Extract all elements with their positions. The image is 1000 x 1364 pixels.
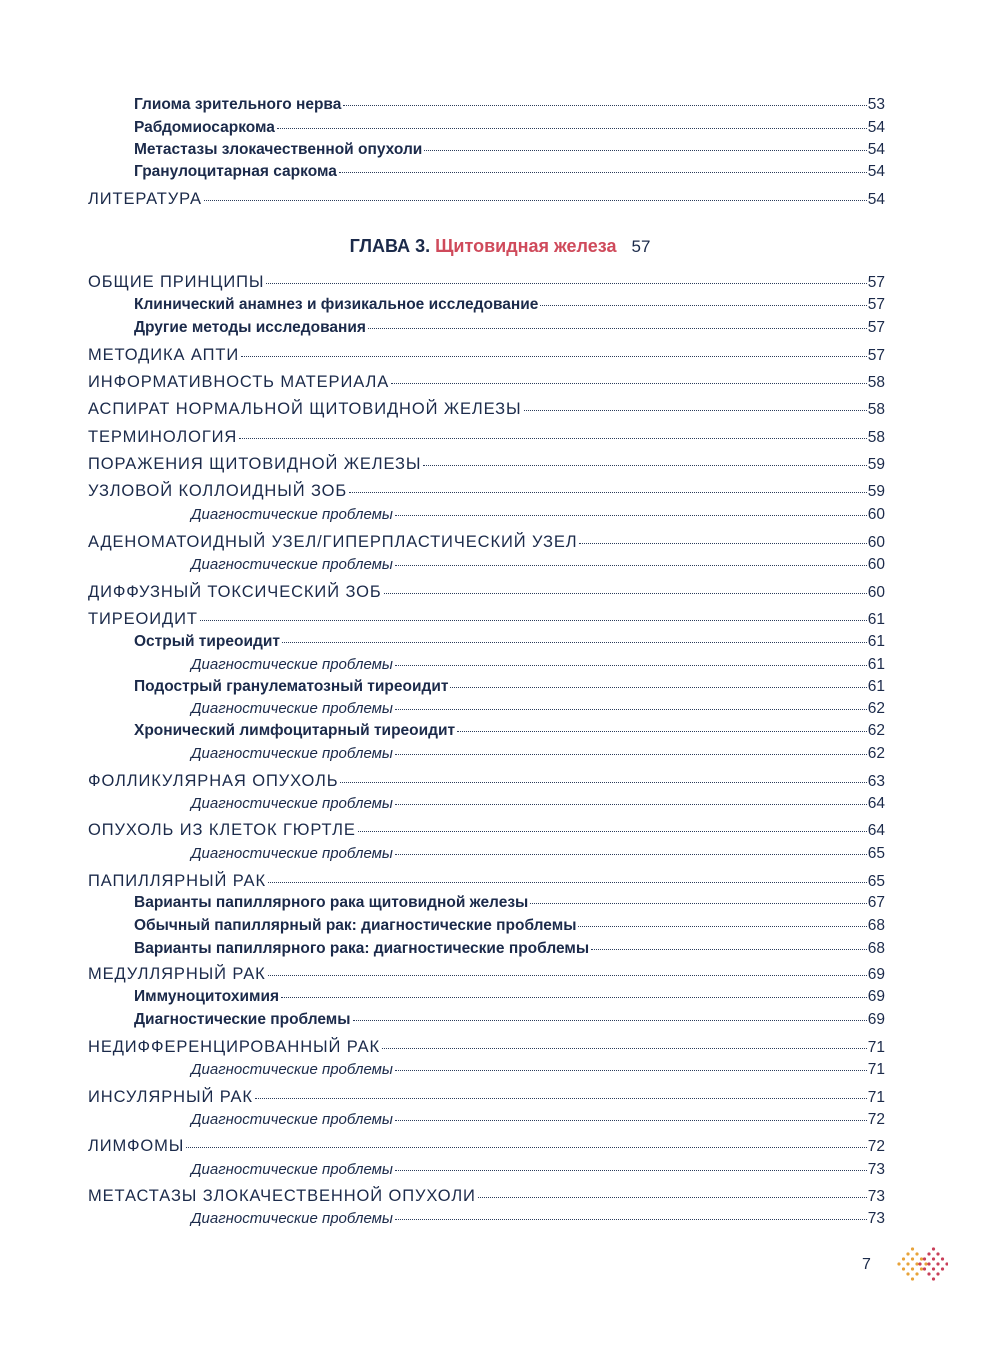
- toc-entry-page: 64: [867, 822, 885, 839]
- toc-entry-title: ЛИТЕРАТУРА: [88, 190, 202, 208]
- chapter-heading: [0, 236, 1000, 257]
- toc-entry[interactable]: [88, 745, 885, 763]
- toc-entry-page: 62: [867, 700, 885, 717]
- toc-entry[interactable]: [88, 533, 885, 552]
- toc-entry-page: 61: [867, 611, 885, 628]
- toc-entry[interactable]: [88, 506, 885, 524]
- dot-leader: [423, 465, 866, 466]
- toc-entry-title: Варианты папиллярного рака щитовидной железы: [134, 894, 529, 911]
- toc-entry[interactable]: [88, 894, 885, 912]
- dot-leader: [340, 782, 866, 783]
- dot-leader: [591, 949, 867, 950]
- toc-entry-page: 62: [867, 745, 885, 762]
- toc-entry[interactable]: [88, 633, 885, 651]
- page-number: 7: [862, 1256, 871, 1273]
- toc-entry[interactable]: [88, 795, 885, 813]
- dot-leader: [578, 926, 866, 927]
- toc-entry[interactable]: [88, 1088, 885, 1107]
- toc-entry[interactable]: [88, 1011, 885, 1029]
- dot-leader: [266, 283, 866, 284]
- toc-entry-page: 58: [867, 374, 885, 391]
- toc-entry[interactable]: [88, 96, 885, 114]
- chapter-title: Щитовидная железа: [435, 236, 617, 256]
- toc-entry-title: ТИРЕОИДИТ: [88, 610, 198, 628]
- toc-entry[interactable]: [88, 273, 885, 292]
- dot-leader: [579, 543, 866, 544]
- toc-entry-title: Гранулоцитарная саркома: [134, 163, 337, 180]
- toc-entry-page: 71: [867, 1089, 885, 1106]
- toc-entry[interactable]: [88, 988, 885, 1006]
- toc-entry-title: Диагностические проблемы: [191, 1111, 393, 1128]
- toc-entry-page: 59: [867, 456, 885, 473]
- toc-entry-page: 65: [867, 845, 885, 862]
- toc-entry-title: МЕТАСТАЗЫ ЗЛОКАЧЕСТВЕННОЙ ОПУХОЛИ: [88, 1187, 476, 1205]
- toc-entry-page: 61: [867, 656, 885, 673]
- toc-entry[interactable]: [88, 940, 885, 958]
- toc-entry-title: Метастазы злокачественной опухоли: [134, 141, 423, 158]
- toc-entry-page: 57: [867, 319, 885, 336]
- toc-entry-title: АДЕНОМАТОИДНЫЙ УЗЕЛ/ГИПЕРПЛАСТИЧЕСКИЙ УЗЕЛ: [88, 533, 578, 551]
- toc-entry-page: 60: [867, 506, 885, 523]
- dot-leader: [255, 1098, 867, 1099]
- toc-entry-page: 54: [867, 191, 885, 208]
- toc-entry-title: ОПУХОЛЬ ИЗ КЛЕТОК ГЮРТЛЕ: [88, 821, 356, 839]
- toc-entry-page: 69: [867, 966, 885, 983]
- toc-entry-title: Глиома зрительного нерва: [134, 96, 342, 113]
- toc-entry-page: 73: [867, 1210, 885, 1227]
- toc-entry-title: Подострый гранулематозный тиреоидит: [134, 678, 449, 695]
- toc-entry-page: 68: [867, 940, 885, 957]
- dot-leader: [241, 356, 867, 357]
- dot-leader: [395, 754, 867, 755]
- toc-entry-page: 54: [867, 141, 885, 158]
- toc-entry-page: 57: [867, 347, 885, 364]
- toc-entry-page: 63: [867, 773, 885, 790]
- dot-leader: [450, 687, 866, 688]
- dot-leader: [395, 665, 867, 666]
- toc-entry-page: 72: [867, 1138, 885, 1155]
- dot-leader: [204, 200, 867, 201]
- toc-entry-title: УЗЛОВОЙ КОЛЛОИДНЫЙ ЗОБ: [88, 482, 348, 500]
- toc-entry-page: 57: [867, 274, 885, 291]
- toc-entry-page: 72: [867, 1111, 885, 1128]
- toc-entry-title: Хронический лимфоцитарный тиреоидит: [134, 722, 456, 739]
- toc-entry-title: Диагностические проблемы: [191, 745, 393, 762]
- dot-leader: [268, 975, 867, 976]
- toc-entry-page: 60: [867, 556, 885, 573]
- toc-entry[interactable]: [88, 1187, 885, 1206]
- toc-entry-title: АСПИРАТ НОРМАЛЬНОЙ ЩИТОВИДНОЙ ЖЕЛЕЗЫ: [88, 400, 522, 418]
- dot-leader: [395, 1170, 867, 1171]
- dot-leader: [282, 642, 867, 643]
- toc-entry-page: 53: [867, 96, 885, 113]
- dot-leader: [353, 1020, 867, 1021]
- dot-leader: [395, 804, 867, 805]
- toc-entry-title: ПОРАЖЕНИЯ ЩИТОВИДНОЙ ЖЕЛЕЗЫ: [88, 455, 422, 473]
- dot-leader: [395, 854, 867, 855]
- toc-entry-page: 57: [867, 296, 885, 313]
- dot-leader: [540, 305, 866, 306]
- toc-entry-title: Клинический анамнез и физикальное исследование: [134, 296, 539, 313]
- toc-entry-page: 71: [867, 1039, 885, 1056]
- dot-leader: [395, 1120, 867, 1121]
- dot-leader: [343, 105, 866, 106]
- toc-entry[interactable]: [88, 400, 885, 419]
- toc-entry-page: 61: [867, 678, 885, 695]
- dot-leader: [384, 593, 867, 594]
- toc-entry[interactable]: [88, 1038, 885, 1057]
- toc-entry-page: 69: [867, 988, 885, 1005]
- dot-leader: [186, 1147, 866, 1148]
- dot-leader: [395, 1070, 867, 1071]
- toc-entry[interactable]: [88, 845, 885, 863]
- toc-entry[interactable]: [88, 1210, 885, 1228]
- dot-leader: [395, 1219, 867, 1220]
- toc-entry[interactable]: [88, 772, 885, 791]
- dot-leader: [395, 515, 867, 516]
- chapter-label: ГЛАВА 3.: [349, 236, 431, 256]
- toc-entry-page: 71: [867, 1061, 885, 1078]
- toc-entry-title: НЕДИФФЕРЕНЦИРОВАННЫЙ РАК: [88, 1038, 380, 1056]
- toc-entry[interactable]: [88, 428, 885, 447]
- toc-entry-page: 60: [867, 584, 885, 601]
- toc-entry[interactable]: [88, 678, 885, 696]
- toc-entry-title: Варианты папиллярного рака: диагностические проблемы: [134, 940, 590, 957]
- toc-entry[interactable]: [88, 190, 885, 209]
- dot-leader: [339, 172, 867, 173]
- toc-entry[interactable]: [88, 583, 885, 602]
- toc-entry-title: ИНФОРМАТИВНОСТЬ МАТЕРИАЛА: [88, 373, 390, 391]
- dot-leader: [395, 565, 867, 566]
- dot-leader: [478, 1197, 867, 1198]
- toc-entry-page: 59: [867, 483, 885, 500]
- toc-entry-page: 67: [867, 894, 885, 911]
- toc-entry[interactable]: [88, 821, 885, 840]
- toc-entry[interactable]: [88, 346, 885, 365]
- chapter-page-number: 57: [631, 237, 651, 256]
- toc-entry-title: ЛИМФОМЫ: [88, 1137, 185, 1155]
- toc-entry-title: Диагностические проблемы: [134, 1011, 351, 1028]
- dot-leader: [382, 1048, 867, 1049]
- toc-entry-title: Диагностические проблемы: [191, 700, 393, 717]
- toc-entry[interactable]: [88, 722, 885, 740]
- toc-entry-page: 62: [867, 722, 885, 739]
- dot-leader: [349, 492, 867, 493]
- dot-leader: [277, 128, 867, 129]
- toc-entry-page: 58: [867, 429, 885, 446]
- toc-entry[interactable]: [88, 296, 885, 314]
- toc-entry[interactable]: [88, 872, 885, 891]
- toc-entry-title: МЕДУЛЛЯРНЫЙ РАК: [88, 965, 266, 983]
- toc-entry-title: Острый тиреоидит: [134, 633, 280, 650]
- toc-entry[interactable]: [88, 700, 885, 718]
- toc-entry[interactable]: [88, 965, 885, 984]
- toc-entry[interactable]: [88, 455, 885, 474]
- toc-entry[interactable]: [88, 1137, 885, 1156]
- toc-entry[interactable]: [88, 556, 885, 574]
- dot-leader: [391, 383, 867, 384]
- toc-entry-page: 58: [867, 401, 885, 418]
- toc-entry-page: 54: [867, 119, 885, 136]
- toc-entry-title: МЕТОДИКА АПТИ: [88, 346, 240, 364]
- toc-entry-title: Диагностические проблемы: [191, 845, 393, 862]
- toc-entry-title: Другие методы исследования: [134, 319, 366, 336]
- toc-entry-page: 73: [867, 1161, 885, 1178]
- toc-entry-title: ОБЩИЕ ПРИНЦИПЫ: [88, 273, 265, 291]
- toc-entry-page: 73: [867, 1188, 885, 1205]
- dot-leader: [281, 997, 867, 998]
- toc-entry-title: ДИФФУЗНЫЙ ТОКСИЧЕСКИЙ ЗОБ: [88, 583, 382, 601]
- toc-entry[interactable]: [88, 319, 885, 337]
- dot-leader: [200, 620, 867, 621]
- dot-leader: [368, 328, 867, 329]
- toc-entry-title: Диагностические проблемы: [191, 1061, 393, 1078]
- toc-entry-title: Диагностические проблемы: [191, 1161, 393, 1178]
- toc-entry-title: ФОЛЛИКУЛЯРНАЯ ОПУХОЛЬ: [88, 772, 339, 790]
- toc-entry-title: ТЕРМИНОЛОГИЯ: [88, 428, 238, 446]
- toc-entry[interactable]: [88, 1061, 885, 1079]
- toc-entry-page: 69: [867, 1011, 885, 1028]
- toc-entry-page: 54: [867, 163, 885, 180]
- toc-entry-title: Иммуноцитохимия: [134, 988, 280, 1005]
- dot-leader: [524, 410, 867, 411]
- toc-entry-page: 68: [867, 917, 885, 934]
- toc-entry-title: Рабдомиосаркома: [134, 119, 275, 136]
- toc-entry[interactable]: [88, 373, 885, 392]
- toc-entry[interactable]: [88, 656, 885, 674]
- toc-entry-title: Диагностические проблемы: [191, 506, 393, 523]
- toc-entry-title: Диагностические проблемы: [191, 1210, 393, 1227]
- toc-entry-title: Диагностические проблемы: [191, 795, 393, 812]
- toc-entry[interactable]: [88, 917, 885, 935]
- dot-leader: [457, 731, 867, 732]
- toc-entry-page: 60: [867, 534, 885, 551]
- decorative-dots-icon: [896, 1245, 948, 1285]
- dot-leader: [530, 903, 866, 904]
- toc-entry[interactable]: [88, 482, 885, 501]
- dot-leader: [395, 709, 867, 710]
- toc-entry-page: 61: [867, 633, 885, 650]
- toc-entry-title: Диагностические проблемы: [191, 656, 393, 673]
- dot-leader: [358, 831, 867, 832]
- toc-entry-title: Диагностические проблемы: [191, 556, 393, 573]
- dot-leader: [268, 882, 867, 883]
- toc-entry[interactable]: [88, 1111, 885, 1129]
- toc-entry[interactable]: [88, 1161, 885, 1179]
- dot-leader: [239, 438, 867, 439]
- dot-leader: [424, 150, 866, 151]
- toc-entry[interactable]: [88, 119, 885, 137]
- toc-entry[interactable]: [88, 141, 885, 159]
- toc-entry[interactable]: [88, 610, 885, 629]
- toc-entry-page: 64: [867, 795, 885, 812]
- toc-entry[interactable]: [88, 163, 885, 181]
- toc-entry-title: ПАПИЛЛЯРНЫЙ РАК: [88, 872, 266, 890]
- toc-entry-title: ИНСУЛЯРНЫЙ РАК: [88, 1088, 253, 1106]
- toc-entry-page: 65: [867, 873, 885, 890]
- toc-entry-title: Обычный папиллярный рак: диагностические проблемы: [134, 917, 577, 934]
